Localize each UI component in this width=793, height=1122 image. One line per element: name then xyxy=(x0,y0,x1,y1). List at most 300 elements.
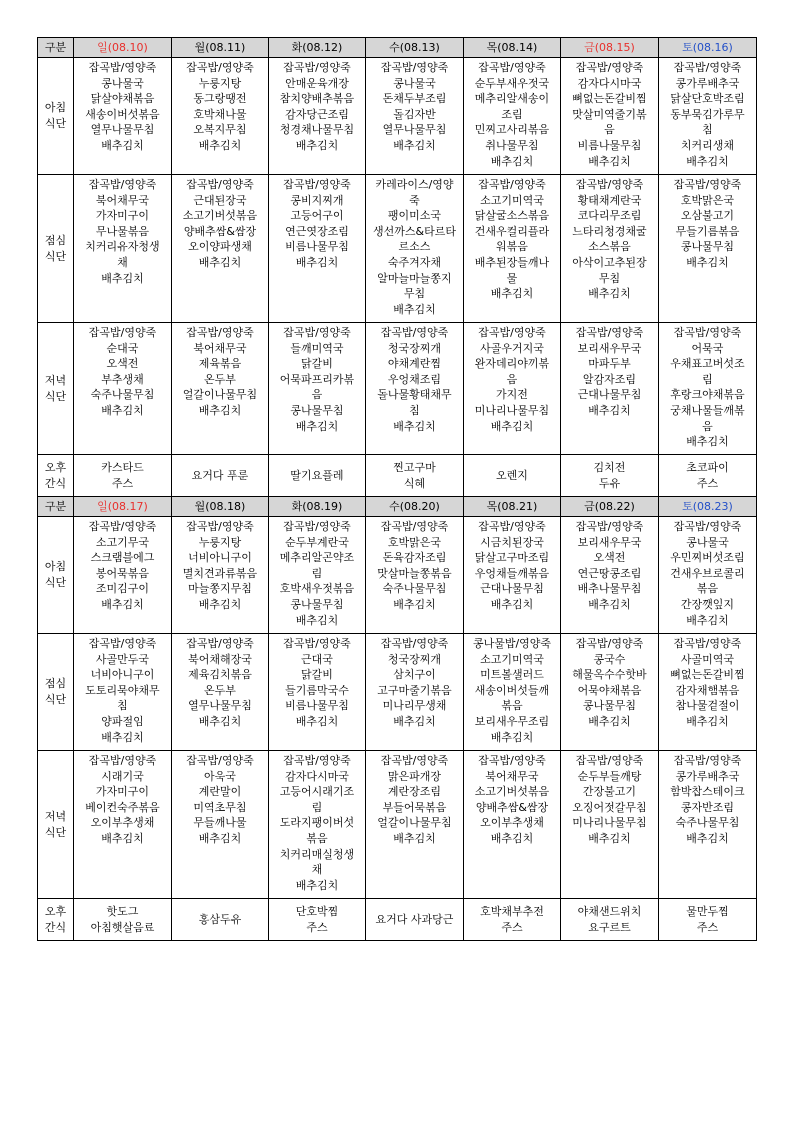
menu-item-line: 감자다시마국 xyxy=(577,76,642,90)
menu-item-line: 취나물무침 xyxy=(485,138,539,152)
week2-breakfast-cell xyxy=(74,517,172,634)
week1-breakfast-row xyxy=(38,58,757,175)
menu-item-line: 닭살단호박조림 xyxy=(670,92,745,106)
menu-item-line: 주스 xyxy=(306,920,328,934)
menu-item-line: 삼치구이 xyxy=(393,668,436,682)
menu-item-line: 배추김치 xyxy=(295,878,339,892)
menu-item-line: 마파두부 xyxy=(588,357,631,371)
menu-item-line: 미트볼샐러드 xyxy=(480,668,544,682)
menu-item-line: 보리새우무국 xyxy=(577,535,642,549)
menu-item-line: 간장깻잎지 xyxy=(680,597,735,611)
menu-item-line: 동그랑땡전 xyxy=(193,92,247,106)
menu-item-line: 잡곡밥/영양죽 xyxy=(478,520,546,533)
menu-item-line: 호박맑은국 xyxy=(387,535,442,549)
menu-item-line: 돌김자반 xyxy=(393,107,436,121)
menu-item-line: 잡곡밥/영양죽 xyxy=(186,637,254,650)
week2-snack-row xyxy=(38,899,757,941)
menu-item-line: 스크램블에그 xyxy=(90,551,155,565)
menu-item-line: 잡곡밥/영양죽 xyxy=(283,520,351,533)
menu-item-line: 림 xyxy=(702,372,713,386)
week2-dinner-cell xyxy=(269,751,366,899)
menu-item-line: 잡곡밥/영양죽 xyxy=(673,61,742,74)
menu-item-line: 사골미역국 xyxy=(680,652,735,666)
menu-item-line: 배추김치 xyxy=(295,613,339,627)
week2-breakfast-row xyxy=(38,517,757,634)
menu-item-line: 잡곡밥/영양죽 xyxy=(380,520,449,533)
week2-snack-cell xyxy=(464,899,561,941)
menu-item-line: 콩비지찌개 xyxy=(290,193,344,207)
week2-snack-cell xyxy=(659,899,757,941)
menu-item-line: 배추김치 xyxy=(490,419,534,433)
menu-item-line: 침 xyxy=(409,403,420,417)
menu-item-line: 맑은파개장 xyxy=(387,769,442,783)
menu-item-line: 배추김치 xyxy=(393,302,436,316)
menu-item-line: 연근엿장조림 xyxy=(285,224,349,238)
menu-item-line: 잡곡밥/영양죽 xyxy=(88,178,157,191)
menu-item-line: 물 xyxy=(506,271,518,285)
menu-item-line: 맛살마늘쫑볶음 xyxy=(377,566,452,580)
week1-lunch-cell xyxy=(561,175,659,323)
menu-item-line: 딸기요플레 xyxy=(290,468,344,482)
menu-item-line: 감자당근조림 xyxy=(285,107,349,121)
week1-breakfast-cell xyxy=(464,58,561,175)
menu-item-line: 무들기름볶음 xyxy=(675,224,740,238)
menu-item-line: 열무나물무침 xyxy=(382,123,447,137)
menu-item-line: 주스 xyxy=(111,476,134,490)
menu-item-line: 침 xyxy=(117,699,128,713)
menu-item-line: 온두부 xyxy=(204,372,236,386)
menu-item-line: 닭살굴소스볶음 xyxy=(474,209,550,223)
week2-snack-cell xyxy=(366,899,464,941)
week1-breakfast-cell xyxy=(269,58,366,175)
week1-lunch-cell xyxy=(172,175,269,323)
menu-item-line: 잡곡밥/영양죽 xyxy=(88,637,157,650)
menu-item-line: 잡곡밥/영양죽 xyxy=(575,178,644,191)
menu-item-line: 잡곡밥/영양죽 xyxy=(283,326,351,339)
week2-lunch-cell xyxy=(659,634,757,751)
menu-item-line: 참치양배추볶음 xyxy=(279,92,355,106)
menu-item-line: 조미김구이 xyxy=(95,582,150,596)
menu-item-line: 잡곡밥/영양죽 xyxy=(673,754,742,767)
menu-item-line: 들깨미역국 xyxy=(290,341,344,355)
menu-item-line: 음 xyxy=(311,388,323,402)
weekly-meal-table xyxy=(37,37,757,941)
menu-item-line: 아삭이고추된장 xyxy=(572,255,647,269)
menu-item-line: 잡곡밥/영양죽 xyxy=(380,637,449,650)
menu-item-line: 가자미구이 xyxy=(95,209,150,223)
menu-item-line: 배추김치 xyxy=(588,154,631,168)
menu-item-line: 숙주나물무침 xyxy=(675,816,740,830)
menu-item-line: 잡곡밥/영양죽 xyxy=(673,637,742,650)
week2-lunch-cell xyxy=(269,634,366,751)
week1-day-header: 수(08.13) xyxy=(366,38,464,58)
menu-item-line: 잡곡밥/영양죽 xyxy=(380,326,449,339)
week2-dinner-row xyxy=(38,751,757,899)
menu-item-line: 순대국 xyxy=(106,341,139,355)
week1-day-header: 금(08.15) xyxy=(561,38,659,58)
menu-item-line: 우채표고버섯조 xyxy=(670,357,745,371)
menu-item-line: 배추김치 xyxy=(295,419,339,433)
menu-item-line: 감자다시마국 xyxy=(285,769,349,783)
menu-item-line: 무들깨나물 xyxy=(193,816,247,830)
menu-item-line: 잡곡밥/영양죽 xyxy=(478,754,546,767)
week1-snack-cell xyxy=(366,455,464,497)
week2-day-header: 금(08.22) xyxy=(561,497,659,517)
menu-item-line: 요구르트 xyxy=(588,920,631,934)
menu-item-line: 민찌고사리볶음 xyxy=(474,123,550,137)
week1-snack-cell xyxy=(659,455,757,497)
menu-item-line: 핫도그 xyxy=(106,904,139,918)
menu-item-line: 초코파이 xyxy=(686,460,729,474)
menu-item-line: 건새우브로콜리 xyxy=(670,566,745,580)
menu-item-line: 볶음 xyxy=(306,831,328,845)
menu-item-line: 잡곡밥/영양죽 xyxy=(88,61,157,74)
week2-breakfast-cell xyxy=(561,517,659,634)
menu-item-line: 두유 xyxy=(598,476,621,490)
menu-item-line: 비름나물무침 xyxy=(577,138,642,152)
menu-item-line: 배추김치 xyxy=(101,271,144,285)
week1-dinner-label xyxy=(38,323,74,455)
menu-item-line: 고구마줄기볶음 xyxy=(377,683,452,697)
week1-breakfast-cell xyxy=(74,58,172,175)
week1-dinner-cell xyxy=(659,323,757,455)
menu-item-line: 물만두찜 xyxy=(686,904,729,918)
week1-lunch-row xyxy=(38,175,757,323)
week2-lunch-row xyxy=(38,634,757,751)
menu-item-line: 워볶음 xyxy=(496,240,528,254)
week2-snack-label xyxy=(38,899,74,941)
menu-item-line: 청국장찌개 xyxy=(387,341,442,355)
week2-dinner-cell xyxy=(659,751,757,899)
menu-item-line: 배추나물무침 xyxy=(577,582,642,596)
menu-item-line: 배추김치 xyxy=(588,287,631,301)
menu-item-line: 안매운육개장 xyxy=(285,76,349,90)
week1-dinner-cell xyxy=(172,323,269,455)
menu-item-line: 새송이버섯들깨 xyxy=(474,683,550,697)
menu-item-line: 부들어묵볶음 xyxy=(382,800,447,814)
week2-day-header: 월(08.18) xyxy=(172,497,269,517)
menu-item-line: 식혜 xyxy=(403,476,426,490)
menu-item-line: 소고기무국 xyxy=(95,535,150,549)
row-label-line: 아침 xyxy=(44,560,67,574)
menu-item-line: 순두부계란국 xyxy=(285,535,349,549)
week2-lunch-cell xyxy=(561,634,659,751)
menu-item-line: 잡곡밥/영양죽 xyxy=(478,326,546,339)
week1-breakfast-cell xyxy=(172,58,269,175)
menu-item-line: 콩국수 xyxy=(593,652,626,666)
menu-item-line: 치커리생채 xyxy=(680,138,735,152)
week1-lunch-cell xyxy=(659,175,757,323)
menu-item-line: 마늘쫑지무침 xyxy=(188,582,252,596)
menu-item-line: 무나물볶음 xyxy=(95,224,150,238)
week1-dinner-cell xyxy=(74,323,172,455)
menu-item-line: 닭갈비 xyxy=(301,357,333,371)
menu-item-line: 잡곡밥/영양죽 xyxy=(673,178,742,191)
menu-item-line: 열무나물무침 xyxy=(188,699,252,713)
menu-item-line: 요거다 사과당근 xyxy=(375,912,454,926)
menu-item-line: 소고기버섯볶음 xyxy=(182,209,258,223)
menu-item-line: 오이양파생채 xyxy=(188,240,252,254)
menu-item-line: 숙주나물무침 xyxy=(90,388,155,402)
menu-item-line: 잡곡밥/영양죽 xyxy=(380,61,449,74)
menu-item-line: 건새우컬리플라 xyxy=(474,224,550,238)
menu-item-line: 도라지팽이버섯 xyxy=(279,816,355,830)
menu-item-line: 오이부추생채 xyxy=(90,816,155,830)
menu-item-line: 너비아니구이 xyxy=(188,551,252,565)
row-label-line: 점심 xyxy=(44,233,67,247)
week1-snack-cell xyxy=(561,455,659,497)
menu-item-line: 잡곡밥/영양죽 xyxy=(88,326,157,339)
menu-item-line: 죽 xyxy=(409,193,420,207)
menu-item-line: 배추김치 xyxy=(198,714,242,728)
menu-item-line: 콩가루배추국 xyxy=(675,76,740,90)
menu-item-line: 무침 xyxy=(403,287,426,301)
menu-item-line: 배추김치 xyxy=(490,597,534,611)
menu-item-line: 닭갈비 xyxy=(301,668,333,682)
menu-item-line: 부추생채 xyxy=(101,372,144,386)
menu-item-line: 주스 xyxy=(696,920,719,934)
menu-item-line: 배추김치 xyxy=(198,597,242,611)
menu-item-line: 카스타드 xyxy=(101,460,144,474)
menu-item-line: 잡곡밥/영양죽 xyxy=(186,520,254,533)
week1-dinner-cell xyxy=(269,323,366,455)
menu-item-line: 얼갈이나물무침 xyxy=(182,388,258,402)
menu-item-line: 콩나물무침 xyxy=(290,403,344,417)
menu-item-line: 음 xyxy=(604,123,615,137)
menu-item-line: 잡곡밥/영양죽 xyxy=(283,178,351,191)
menu-item-line: 보리새우무국 xyxy=(577,341,642,355)
menu-item-line: 볶음 xyxy=(696,582,719,596)
menu-item-line: 메추리알곤약조 xyxy=(279,551,355,565)
menu-item-line: 채 xyxy=(117,255,128,269)
week2-day-header: 화(08.19) xyxy=(269,497,366,517)
menu-item-line: 뼈없는돈갈비찜 xyxy=(572,92,647,106)
menu-item-line: 배추김치 xyxy=(686,613,729,627)
row-label-line: 오후 xyxy=(44,904,67,918)
menu-item-line: 소고기버섯볶음 xyxy=(474,785,550,799)
menu-item-line: 아욱국 xyxy=(204,769,236,783)
menu-item-line: 근대된장국 xyxy=(193,193,247,207)
week2-header-row xyxy=(38,497,757,517)
menu-item-line: 오색전 xyxy=(593,551,626,565)
menu-item-line: 계란말이 xyxy=(198,785,242,799)
menu-item-line: 연근땅콩조림 xyxy=(577,566,642,580)
menu-item-line: 들기름막국수 xyxy=(285,683,349,697)
row-label-line: 식단 xyxy=(44,389,67,403)
menu-item-line: 알마늘마늘쫑지 xyxy=(377,271,452,285)
menu-item-line: 우엉채조림 xyxy=(387,372,442,386)
menu-item-line: 음 xyxy=(506,372,518,386)
menu-item-line: 치커리매실청생 xyxy=(279,847,355,861)
week1-snack-cell xyxy=(74,455,172,497)
menu-item-line: 배추김치 xyxy=(490,831,534,845)
menu-item-line: 어묵야채볶음 xyxy=(577,683,642,697)
menu-item-line: 잡곡밥/영양죽 xyxy=(186,61,254,74)
menu-item-line: 팽이미소국 xyxy=(387,209,442,223)
menu-item-line: 배추김치 xyxy=(393,138,436,152)
menu-item-line: 음 xyxy=(702,419,713,433)
row-label-line: 저녁 xyxy=(44,373,67,387)
menu-item-line: 배추김치 xyxy=(686,831,729,845)
menu-item-line: 콩나물국 xyxy=(686,535,729,549)
week2-lunch-cell xyxy=(74,634,172,751)
menu-item-line: 배추김치 xyxy=(393,597,436,611)
menu-item-line: 청경채나물무침 xyxy=(279,123,355,137)
week2-breakfast-label xyxy=(38,517,74,634)
week2-breakfast-cell xyxy=(464,517,561,634)
menu-item-line: 봉어묵볶음 xyxy=(95,566,150,580)
week2-lunch-cell xyxy=(464,634,561,751)
menu-item-line: 순두부새우젓국 xyxy=(474,76,550,90)
menu-item-line: 생선까스&타르타 xyxy=(373,224,456,238)
week1-day-header: 일(08.10) xyxy=(74,38,172,58)
menu-item-line: 잡곡밥/영양죽 xyxy=(88,520,157,533)
week2-day-header: 목(08.21) xyxy=(464,497,561,517)
menu-item-line: 소고기미역국 xyxy=(480,652,544,666)
menu-item-line: 배추김치 xyxy=(588,403,631,417)
menu-item-line: 뼈없는돈갈비찜 xyxy=(670,668,745,682)
menu-item-line: 비름나물무침 xyxy=(285,240,349,254)
week1-snack-cell xyxy=(464,455,561,497)
menu-item-line: 제육김치볶음 xyxy=(188,668,252,682)
week2-day-header: 토(08.23) xyxy=(659,497,757,517)
menu-item-line: 배추김치 xyxy=(588,714,631,728)
menu-item-line: 주스 xyxy=(696,476,719,490)
menu-item-line: 고등어시래기조 xyxy=(279,785,355,799)
menu-item-line: 순두부들깨탕 xyxy=(577,769,642,783)
menu-item-line: 호박채나물 xyxy=(193,107,247,121)
menu-item-line: 미나리무생채 xyxy=(382,699,447,713)
menu-item-line: 야채샌드위치 xyxy=(577,904,642,918)
menu-item-line: 동부묵김가루무 xyxy=(670,107,745,121)
menu-item-line: 오이부추생채 xyxy=(480,816,544,830)
menu-item-line: 배추김치 xyxy=(101,138,144,152)
menu-item-line: 잡곡밥/영양죽 xyxy=(186,326,254,339)
menu-item-line: 배추김치 xyxy=(490,287,534,301)
menu-item-line: 콩자반조림 xyxy=(680,800,735,814)
menu-item-line: 미역초무침 xyxy=(193,800,247,814)
menu-item-line: 근대나물무침 xyxy=(480,582,544,596)
menu-item-line: 제육볶음 xyxy=(198,357,242,371)
menu-item-line: 맛살미역줄기볶 xyxy=(572,107,647,121)
menu-item-line: 북어채무국 xyxy=(193,341,247,355)
row-label-line: 식단 xyxy=(44,693,67,706)
menu-item-line: 잡곡밥/영양죽 xyxy=(575,637,644,650)
menu-item-line: 배추김치 xyxy=(295,714,339,728)
menu-item-line: 북어채해장국 xyxy=(188,652,252,666)
menu-item-line: 오렌지 xyxy=(496,468,528,482)
week2-snack-cell xyxy=(269,899,366,941)
menu-item-line: 감자채햄볶음 xyxy=(675,683,740,697)
menu-item-line: 완자데리야끼볶 xyxy=(474,357,550,371)
menu-item-line: 배추김치 xyxy=(101,831,144,845)
menu-item-line: 숙주나물무침 xyxy=(382,582,447,596)
menu-item-line: 콩나물무침 xyxy=(582,699,637,713)
menu-item-line: 양파절임 xyxy=(101,714,144,728)
menu-item-line: 채 xyxy=(311,863,323,877)
week1-breakfast-cell xyxy=(659,58,757,175)
week2-day-header: 수(08.20) xyxy=(366,497,464,517)
menu-item-line: 콩나물국 xyxy=(101,76,144,90)
menu-item-line: 누룽지탕 xyxy=(198,535,242,549)
menu-item-line: 오삼불고기 xyxy=(680,209,735,223)
menu-item-line: 카레라이스/영양 xyxy=(375,178,454,191)
menu-item-line: 고등어구이 xyxy=(290,209,344,223)
menu-item-line: 궁채나물들깨볶 xyxy=(670,403,745,417)
menu-item-line: 잡곡밥/영양죽 xyxy=(575,754,644,767)
menu-item-line: 북어채무국 xyxy=(95,193,150,207)
menu-item-line: 조림 xyxy=(501,107,523,121)
menu-item-line: 배추김치 xyxy=(588,831,631,845)
menu-item-line: 간장불고기 xyxy=(582,785,637,799)
week1-snack-cell xyxy=(269,455,366,497)
menu-item-line: 미나리나물무침 xyxy=(474,403,550,417)
menu-item-line: 찐고구마 xyxy=(393,460,436,474)
menu-item-line: 어묵국 xyxy=(691,341,724,355)
menu-item-line: 무침 xyxy=(598,271,621,285)
week1-lunch-cell xyxy=(464,175,561,323)
menu-item-line: 황태채계란국 xyxy=(577,193,642,207)
menu-item-line: 김치전 xyxy=(593,460,626,474)
menu-item-line: 새송이버섯볶음 xyxy=(85,107,160,121)
menu-item-line: 계란장조림 xyxy=(387,785,442,799)
menu-item-line: 치커리유자청생 xyxy=(85,240,160,254)
menu-item-line: 우엉채들깨볶음 xyxy=(474,566,550,580)
menu-item-line: 배추김치 xyxy=(198,255,242,269)
menu-item-line: 배추김치 xyxy=(295,255,339,269)
menu-item-line: 사골만두국 xyxy=(95,652,150,666)
menu-item-line: 너비아니구이 xyxy=(90,668,155,682)
menu-item-line: 미나리나물무침 xyxy=(572,816,647,830)
menu-item-line: 야채계란찜 xyxy=(387,357,442,371)
week1-dinner-row xyxy=(38,323,757,455)
menu-item-line: 배추김치 xyxy=(101,403,144,417)
week2-dinner-cell xyxy=(561,751,659,899)
menu-item-line: 배추김치 xyxy=(101,730,144,744)
menu-item-line: 후랑크야채볶음 xyxy=(670,388,745,402)
menu-item-line: 콩나물국 xyxy=(393,76,436,90)
menu-item-line: 르소스 xyxy=(398,240,431,254)
menu-item-line: 배추김치 xyxy=(686,154,729,168)
menu-item-line: 배추김치 xyxy=(490,154,534,168)
menu-item-line: 소스볶음 xyxy=(588,240,631,254)
menu-item-line: 림 xyxy=(311,800,323,814)
menu-item-line: 배추김치 xyxy=(101,597,144,611)
menu-item-line: 배추김치 xyxy=(686,435,729,449)
menu-item-line: 배추김치 xyxy=(588,597,631,611)
week2-lunch-cell xyxy=(366,634,464,751)
week2-dinner-cell xyxy=(366,751,464,899)
menu-item-line: 잡곡밥/영양죽 xyxy=(186,754,254,767)
menu-item-line: 참나물겉절이 xyxy=(675,699,740,713)
menu-item-line: 홍삼두유 xyxy=(198,912,242,926)
menu-item-line: 배추김치 xyxy=(393,831,436,845)
week1-snack-label xyxy=(38,455,74,497)
menu-item-line: 누룽지탕 xyxy=(198,76,242,90)
menu-item-line: 단호박찜 xyxy=(295,904,339,918)
row-label-line: 간식 xyxy=(44,920,67,934)
menu-item-line: 배추김치 xyxy=(686,255,729,269)
menu-item-line: 청국장찌개 xyxy=(387,652,442,666)
menu-item-line: 양배추쌈&쌈장 xyxy=(183,224,257,238)
row-label-line: 식단 xyxy=(44,576,67,589)
menu-item-line: 볶음 xyxy=(501,699,523,713)
week1-category-header: 구분 xyxy=(38,38,74,58)
week2-snack-cell xyxy=(172,899,269,941)
week2-breakfast-cell xyxy=(366,517,464,634)
week2-dinner-cell xyxy=(74,751,172,899)
week1-day-header: 목(08.14) xyxy=(464,38,561,58)
